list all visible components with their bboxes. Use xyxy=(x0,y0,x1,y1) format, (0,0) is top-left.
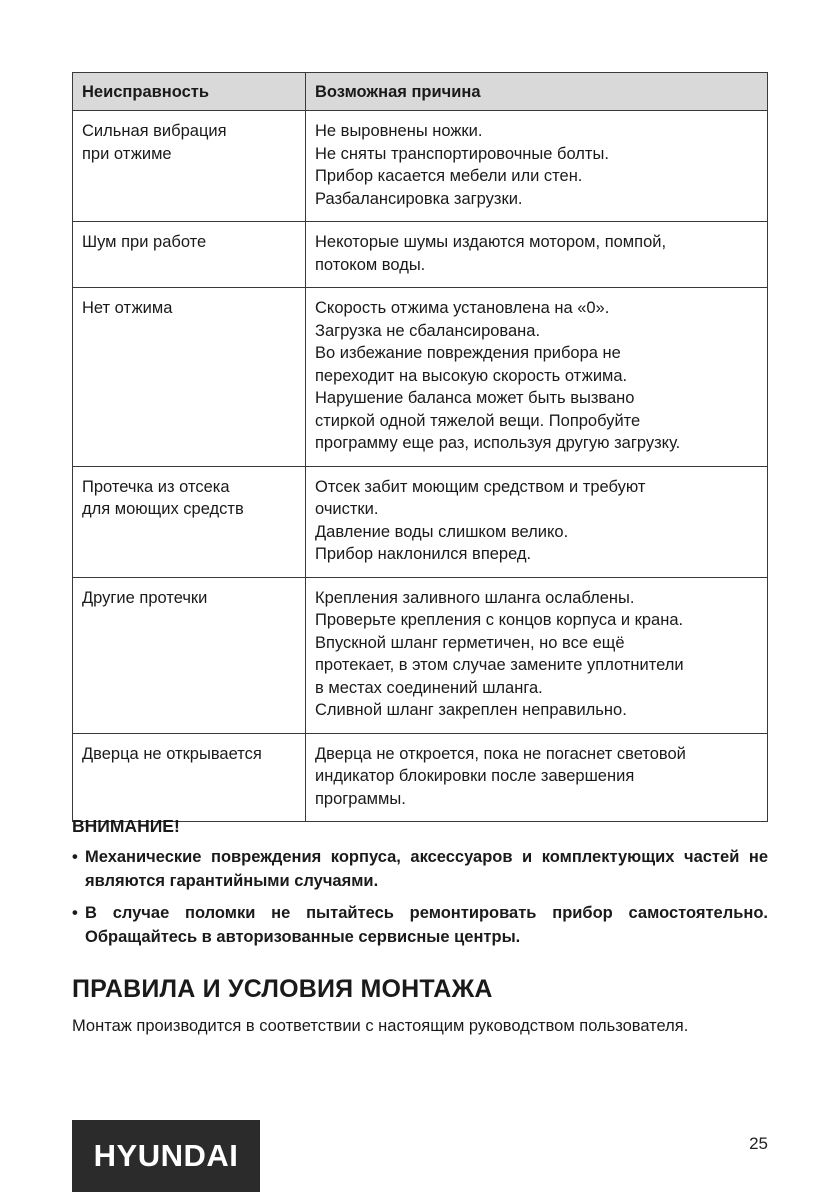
column-header-cause: Возможная причина xyxy=(306,73,768,111)
warning-block xyxy=(72,813,768,957)
logo-text: HYUNDAI xyxy=(93,1138,239,1173)
cause-text: протекает, в этом случае замените уплотнители xyxy=(315,656,684,674)
table-row xyxy=(73,288,768,467)
cause-text: Дверца не откроется, пока не погаснет световой xyxy=(315,744,686,763)
cause-text: Отсек забит моющим средством и требуют xyxy=(315,477,646,496)
cause-text: Сливной шланг закреплен неправильно. xyxy=(315,701,627,719)
issue-cell xyxy=(73,222,306,288)
issue-text: Протечка из отсека xyxy=(82,477,230,496)
bullet-icon: • xyxy=(72,904,78,922)
cause-text: Нарушение баланса может быть вызвано xyxy=(315,389,635,407)
cause-text: очистки. xyxy=(315,500,379,518)
issue-cell xyxy=(73,466,306,577)
issue-cell xyxy=(73,577,306,733)
cause-text: Проверьте крепления с концов корпуса и крана. xyxy=(315,611,684,629)
warning-item xyxy=(72,901,768,949)
warning-title: ВНИМАНИЕ! xyxy=(72,816,180,836)
cause-cell xyxy=(306,577,768,733)
issue-text: для моющих средств xyxy=(82,500,244,518)
cause-text: индикатор блокировки после завершения xyxy=(315,767,635,785)
cause-text: Во избежание повреждения прибора не xyxy=(315,344,621,362)
cause-text: программу еще раз, используя другую загрузку. xyxy=(315,434,681,452)
table-row xyxy=(73,577,768,733)
table-row xyxy=(73,466,768,577)
cause-text: Некоторые шумы издаются мотором, помпой, xyxy=(315,233,667,251)
cause-text: Прибор касается мебели или стен. xyxy=(315,167,583,185)
hyundai-logo xyxy=(72,1120,260,1192)
issue-text: Шум при работе xyxy=(82,233,207,251)
table-row xyxy=(73,222,768,288)
issue-cell xyxy=(73,111,306,222)
page-number: 25 xyxy=(749,1134,768,1153)
cause-text: Разбалансировка загрузки. xyxy=(315,189,523,208)
warning-item-text: В случае поломки не пытайтесь ремонтировать прибор самостоятельно. Обращайтесь в авторизованные сервисные центры. xyxy=(85,904,768,946)
cause-text: Скорость отжима установлена на «0». xyxy=(315,299,610,317)
cause-text: Не выровнены ножки. xyxy=(315,122,483,140)
issue-cell xyxy=(73,288,306,467)
column-header-issue: Неисправность xyxy=(73,73,306,111)
cause-text: Прибор наклонился вперед. xyxy=(315,545,532,563)
cause-text: стиркой одной тяжелой вещи. Попробуйте xyxy=(315,411,641,430)
cause-text: Загрузка не сбалансирована. xyxy=(315,321,541,340)
warning-item-text: Механические повреждения корпуса, аксессуаров и комплектующих частей не являются гарантийными случаями. xyxy=(85,848,768,890)
table-header-row xyxy=(73,73,768,111)
section-text: Монтаж производится в соответствии с настоящим руководством пользователя. xyxy=(72,1017,689,1035)
cause-text: Давление воды слишком велико. xyxy=(315,522,569,541)
issue-text: Сильная вибрация xyxy=(82,122,227,140)
cause-cell xyxy=(306,111,768,222)
cause-cell xyxy=(306,222,768,288)
issue-cell xyxy=(73,733,306,822)
cause-text: Крепления заливного шланга ослаблены. xyxy=(315,588,635,607)
cause-cell xyxy=(306,733,768,822)
cause-cell xyxy=(306,288,768,467)
issue-text: Другие протечки xyxy=(82,588,208,607)
cause-text: потоком воды. xyxy=(315,255,426,274)
cause-text: Впускной шланг герметичен, но все ещё xyxy=(315,633,625,652)
issue-text: Нет отжима xyxy=(82,299,173,317)
cause-cell xyxy=(306,466,768,577)
troubleshooting-table xyxy=(72,72,768,822)
cause-text: программы. xyxy=(315,789,406,808)
issue-text: при отжиме xyxy=(82,144,172,163)
section-title: ПРАВИЛА И УСЛОВИЯ МОНТАЖА xyxy=(72,975,493,1003)
table-row xyxy=(73,733,768,822)
table-row xyxy=(73,111,768,222)
cause-text: в местах соединений шланга. xyxy=(315,678,543,697)
warning-item xyxy=(72,845,768,893)
bullet-icon: • xyxy=(72,848,78,866)
cause-text: переходит на высокую скорость отжима. xyxy=(315,366,628,385)
cause-text: Не сняты транспортировочные болты. xyxy=(315,144,609,163)
issue-text: Дверца не открывается xyxy=(82,744,262,763)
